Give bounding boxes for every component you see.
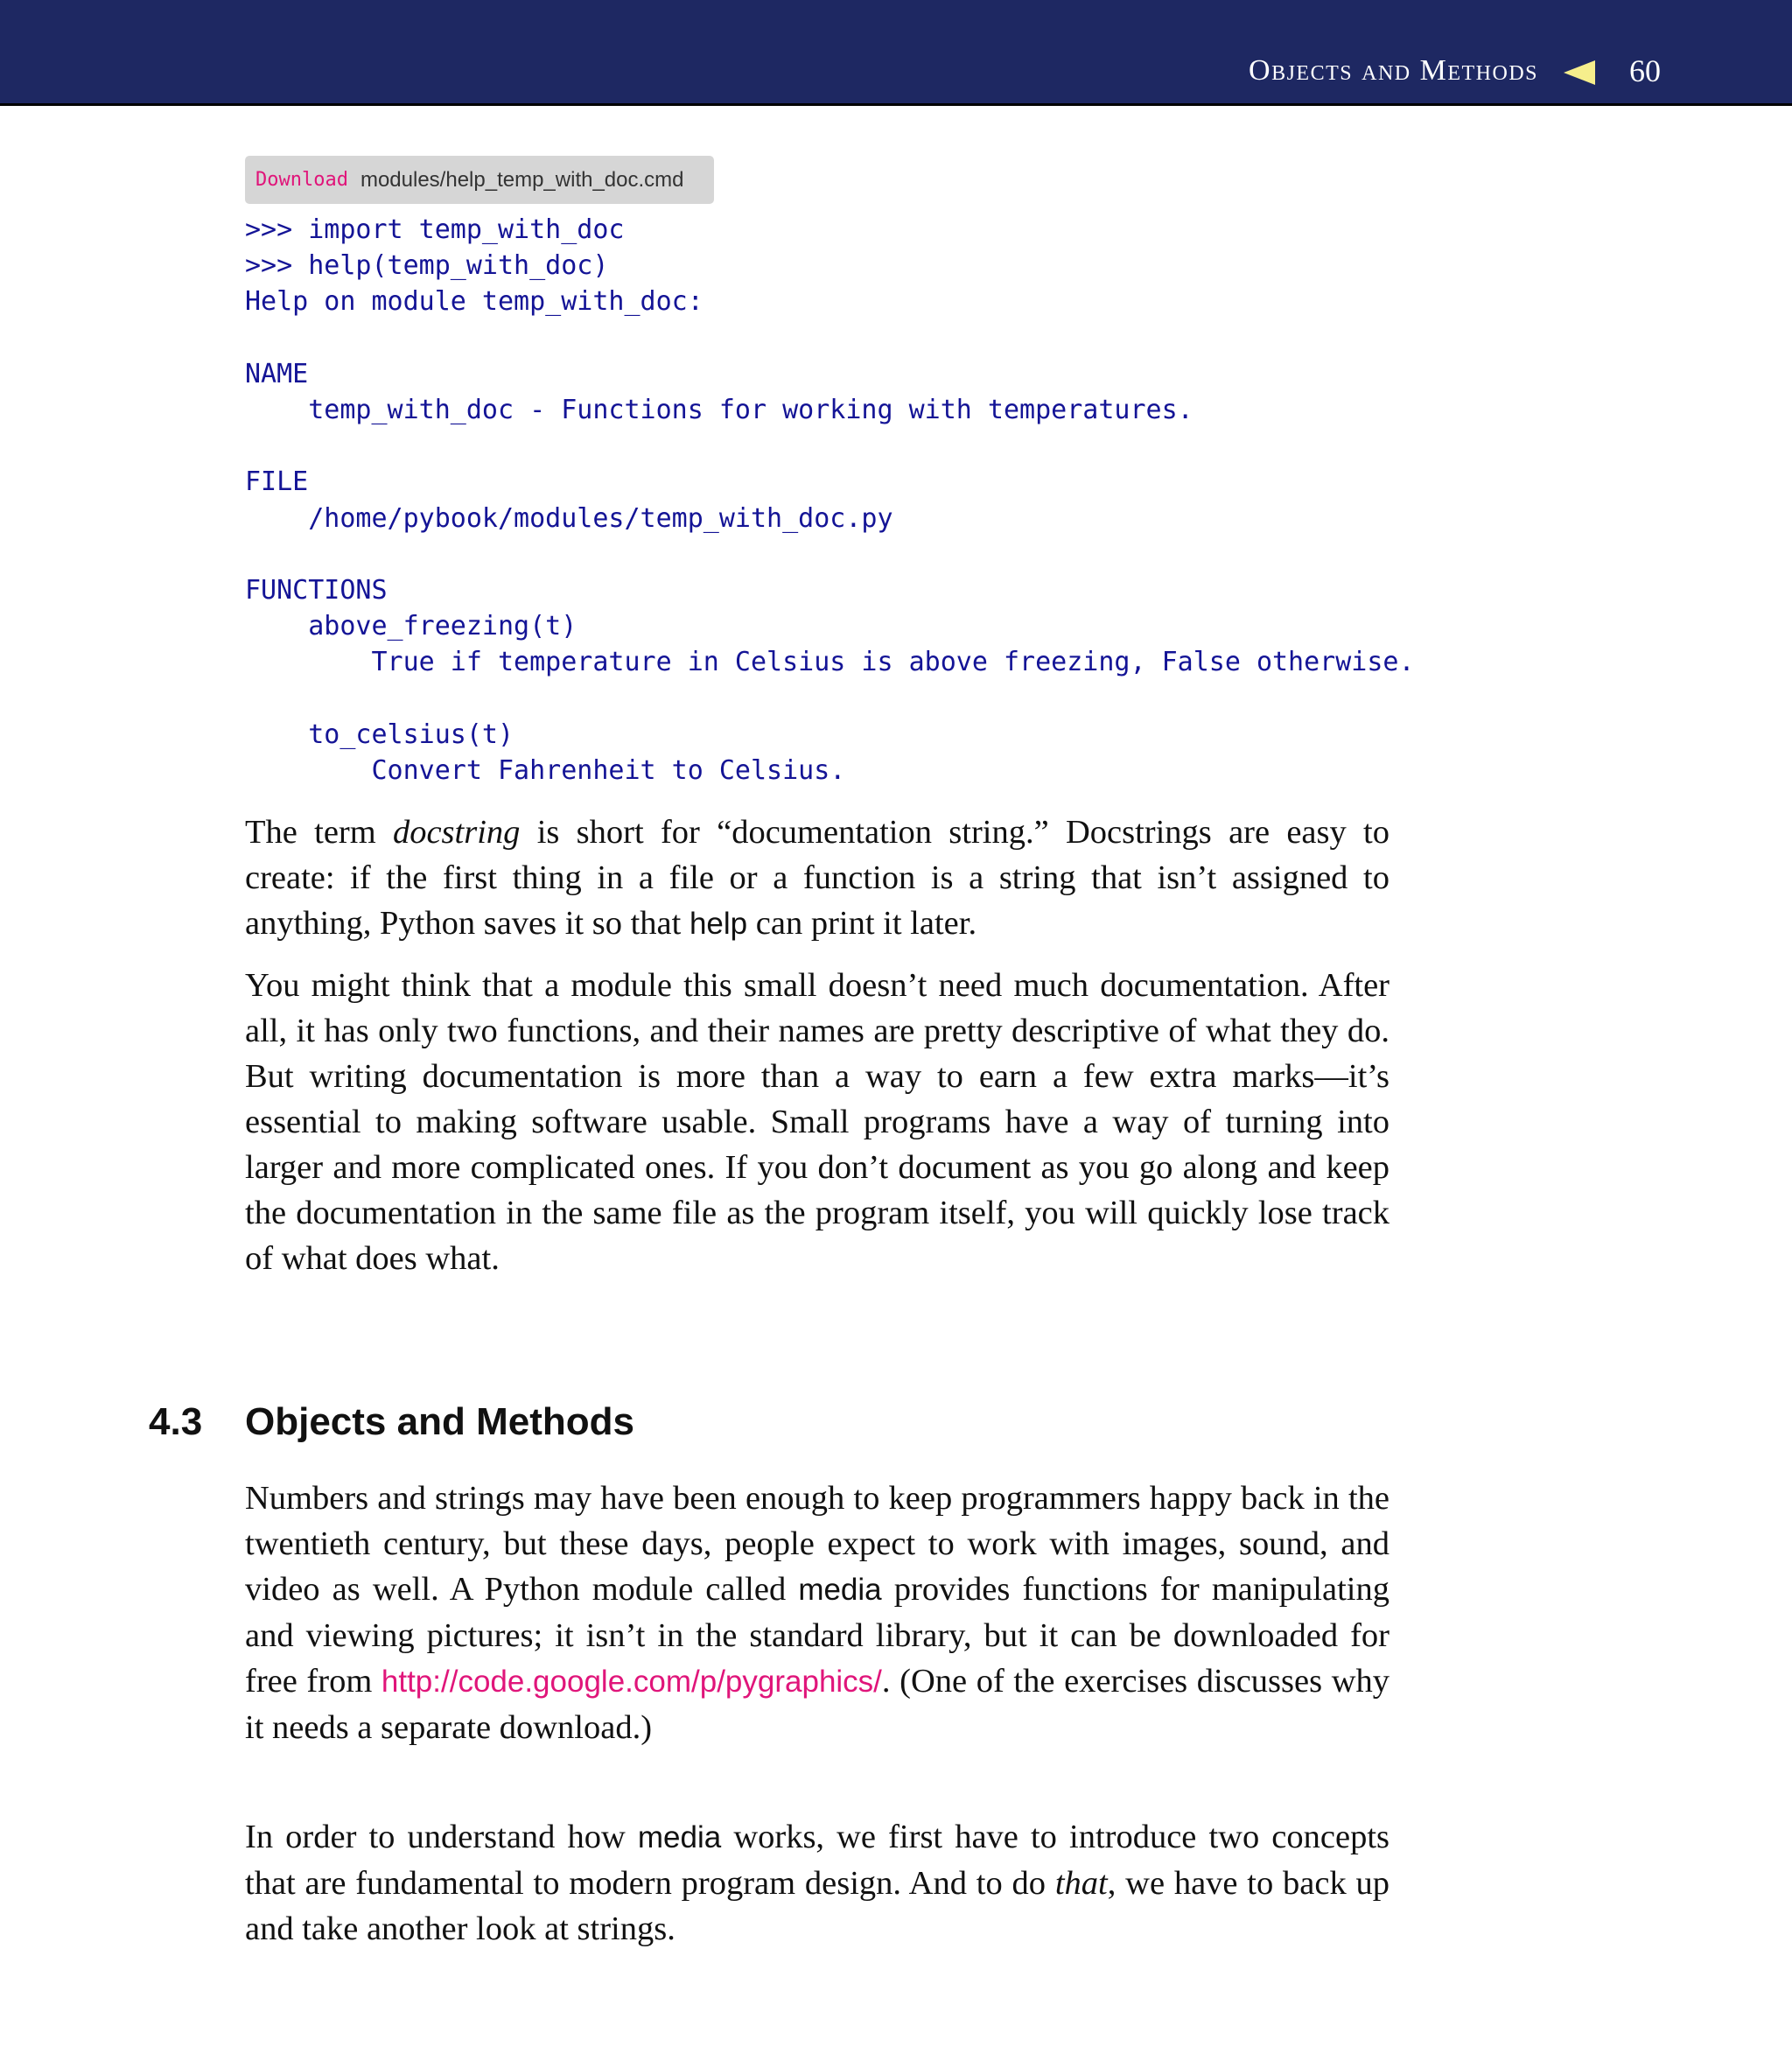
code-line: FUNCTIONS — [245, 575, 388, 606]
page-number: 60 — [1629, 53, 1661, 88]
code-line: Convert Fahrenheit to Celsius. — [245, 755, 846, 787]
text-run: The term — [245, 814, 393, 851]
text-run: . (One of the exercises discusses why it needs a separate download.) — [245, 1663, 1390, 1746]
code-line: >>> help(temp_with_doc) — [245, 250, 609, 282]
code-listing — [245, 212, 1415, 789]
text-run: provides functions for manipulating and viewing pictures; it isn’t in the standard library, but it can be downloaded for free from — [245, 1571, 1390, 1700]
code-line: Help on module temp_with_doc: — [245, 286, 704, 318]
paragraph-concepts — [245, 1814, 1390, 1952]
code-line: to_celsius(t) — [245, 719, 514, 750]
paragraph-docstring — [245, 810, 1390, 947]
inline-code-media: media — [637, 1820, 722, 1854]
paragraph-documentation: You might think that a module this small doesn’t need much documentation. After all, it has only two functions, and their names are pretty descriptive of what they do. But writing documentation is more than a way to earn a few extra marks—it’s essential to making software usable. Small programs have a way of turning into larger and more complicated ones. If you don’t document as you go along and keep the documentation in the same file as the program itself, you will quickly lose track of what does what. — [245, 967, 1390, 1277]
emphasis-docstring: docstring — [392, 814, 521, 851]
section-title: Objects and Methods — [245, 1400, 634, 1443]
code-line: NAME — [245, 358, 309, 389]
running-header — [0, 0, 1792, 106]
text-run: works, we first have to introduce two concepts that are fundamental to modern program design. And to do — [245, 1819, 1390, 1902]
text-run: is short for “documentation string.” Docstrings are easy to create: if the first thing in a file or a function is a string that isn’t assigned to anything, Python saves it so that — [245, 814, 1390, 942]
pygraphics-link[interactable]: http://code.google.com/p/pygraphics/ — [381, 1665, 882, 1699]
download-file-path: modules/help_temp_with_doc.cmd — [360, 167, 684, 192]
running-title: Objects and Methods — [1249, 54, 1538, 87]
download-link[interactable]: Download — [256, 169, 348, 191]
code-line: temp_with_doc - Functions for working with temperatures. — [245, 395, 1194, 426]
code-line: above_freezing(t) — [245, 611, 578, 642]
paragraph-media-intro — [245, 1476, 1390, 1750]
text-run: Numbers and strings may have been enough to keep programmers happy back in the twentieth century, but these days, people expect to work with images, sound, and video as well. A Python module called — [245, 1480, 1390, 1608]
text-run: can print it later. — [747, 905, 977, 942]
inline-code-help: help — [689, 907, 748, 941]
section-number: 4.3 — [149, 1400, 203, 1443]
text-run: , we have to back up and take another look at strings. — [245, 1865, 1390, 1947]
code-line: >>> import temp_with_doc — [245, 214, 625, 245]
code-line: True if temperature in Celsius is above freezing, False otherwise. — [245, 647, 1415, 678]
download-bar — [245, 156, 714, 204]
left-triangle-icon[interactable] — [1564, 60, 1595, 85]
inline-code-media: media — [798, 1573, 882, 1607]
emphasis-that: that — [1054, 1865, 1108, 1902]
code-line: /home/pybook/modules/temp_with_doc.py — [245, 502, 893, 534]
code-line: FILE — [245, 466, 309, 498]
text-run: In order to understand how — [245, 1819, 638, 1855]
